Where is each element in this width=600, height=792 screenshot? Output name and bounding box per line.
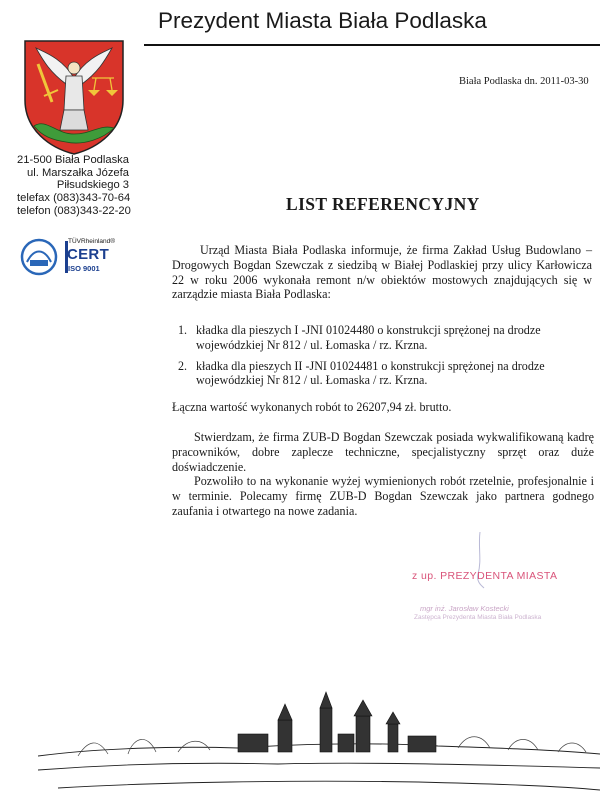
list-item [172,359,592,389]
document-date: Biała Podlaska dn. 2011-03-30 [459,76,589,87]
list-item [172,323,592,353]
total-value: Łączna wartość wykonanych robót to 26207,94 zł. brutto. [172,400,452,414]
header-rule [144,44,600,46]
address-block [17,154,129,218]
iso-label: ISO 9001 [68,264,100,273]
coat-of-arms-icon [22,38,126,156]
stamp-position: Zastępca Prezydenta Miasta Biała Podlaska [414,614,542,621]
address-line: Piłsudskiego 3 [56,179,129,192]
list-item-text: kładka dla pieszych II -JNI 01024481 o konstrukcji sprężonej na drodze wojewódzkiej Nr 812 / ul. Łomaska / rz. Krzna. [196,358,545,388]
address-line: 21-500 Biała Podlaska [17,154,129,166]
works-list [172,323,592,394]
address-line: telefon (083)343-22-20 [17,204,131,217]
list-item-number: 1. [178,323,188,337]
address-line: ul. Marszałka Józefa [27,166,129,179]
list-item-text: kładka dla pieszych I -JNI 01024480 o konstrukcji sprężonej na drodze wojewódzkiej Nr 812 / ul. Łomaska / rz. Krzna. [196,323,541,352]
recommendation-paragraphs [172,430,594,519]
stamp-title: z up. PREZYDENTA MIASTA [412,570,558,582]
cert-label: CERT [67,246,110,263]
tuv-label: TÜVRheinland® [68,238,116,245]
document-title: LIST REFERENCYJNY [286,194,480,214]
intro-text: Urząd Miasta Biała Podlaska informuje, że firma Zakład Usług Budowlano – Drogowych Bogdan Szewczak z siedzibą w Białej Podlaskiej przy ulicy Karłowicza 22 w roku 2006 wykonała remont n/w obiektów mostowych znajdujących się w zarządzie miasta Biała Podlaska: [172,243,592,302]
recommendation-paragraph: Pozwoliło to na wykonanie wyżej wymienionych robót rzetelnie, profesjonalnie i w terminie. Polecamy firmę ZUB-D Bogdan Szewczak jako partnera godnego zaufania i otwartego na nowe zadania. [172,474,594,518]
page-header-title: Prezydent Miasta Biała Podlaska [158,8,487,33]
list-item-number: 2. [178,358,188,373]
stamp-signatory: mgr inż. Jarosław Kostecki [420,604,509,613]
address-line: telefax (083)343-70-64 [17,192,131,205]
intro-paragraph [172,243,592,302]
statement-paragraph: Stwierdzam, że firma ZUB-D Bogdan Szewczak posiada wykwalifikowaną kadrę pracowników, dobre zaplecze techniczne, specjalistyczny sprzęt oraz duże doświadczenie. [172,430,594,474]
city-skyline-illustration [38,690,600,792]
